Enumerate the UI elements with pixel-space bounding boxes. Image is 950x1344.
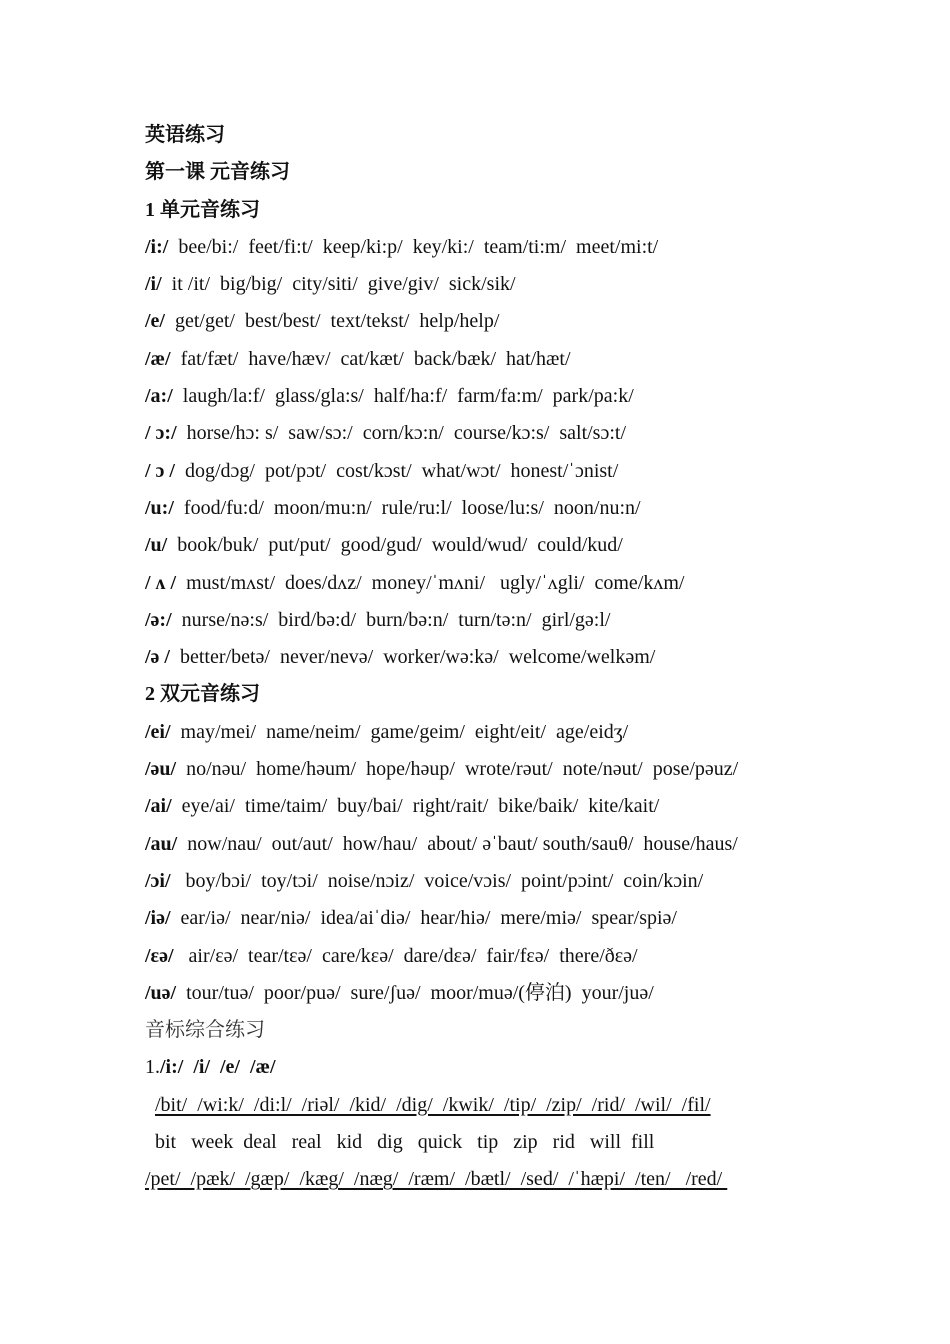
example-words: now/nau/ out/aut/ how/hau/ about/ əˈbaut/ south/sauθ/ house/haus/: [177, 832, 738, 855]
example-words: food/fu:d/ moon/mu:n/ rule/ru:l/ loose/lu:s/ noon/nu:n/: [173, 496, 641, 519]
phonetic-transcriptions: /pet/ /pæk/ /gæp/ /kæg/ /næg/ /ræm/ /bætl/ /sed/ /ˈhæpi/ /ten/ /red/: [145, 1168, 728, 1191]
example-words: ear/iə/ near/niə/ idea/aiˈdiə/ hear/hiə/ mere/miə/ spear/spiə/: [170, 907, 677, 930]
phonetic-symbol: /ə /: [145, 646, 170, 669]
example-words: may/mei/ name/neim/ game/geim/ eight/eit/ age/eidʒ/: [170, 720, 629, 743]
vowel-row: [145, 751, 845, 788]
section-heading-diphthongs: 2 双元音练习: [145, 683, 260, 706]
phonetic-symbol: / ʌ /: [145, 571, 177, 594]
vowel-row: [145, 453, 845, 490]
lesson-heading: 第一课 元音练习: [145, 161, 290, 184]
example-words: book/buk/ put/put/ good/gud/ would/wud/ could/kud/: [167, 534, 623, 557]
vowel-row: [145, 229, 845, 266]
vowel-row: [145, 378, 845, 415]
phonetic-symbol: /e/: [145, 310, 165, 333]
vowel-row: [145, 863, 845, 900]
vowel-row: [145, 639, 845, 676]
example-words: better/betə/ never/nevə/ worker/wə:kə/ welcome/welkəm/: [170, 646, 656, 669]
practice-symbols: /i:/ /i/ /e/ /æ/: [160, 1056, 276, 1079]
phonetic-symbol: /uə/: [145, 981, 177, 1004]
phonetic-symbol: /i/: [145, 273, 162, 296]
example-words: horse/hɔ: s/ saw/sɔ:/ corn/kɔ:n/ course/kɔ:s/ salt/sɔ:t/: [176, 422, 627, 445]
example-words: it /it/ big/big/ city/siti/ give/giv/ sick/sik/: [161, 273, 516, 296]
phonetic-symbol: /ei/: [145, 720, 171, 743]
example-words: get/get/ best/best/ text/tekst/ help/help/: [165, 310, 500, 333]
vowel-row: [145, 975, 845, 1012]
vowel-row: [145, 565, 845, 602]
vowel-row: [145, 415, 845, 452]
example-words: nurse/nə:s/ bird/bə:d/ burn/bə:n/ turn/tə:n/ girl/gə:l/: [171, 608, 611, 631]
phonetic-symbol: /εə/: [145, 944, 174, 967]
phonetic-symbol: /ə:/: [145, 608, 172, 631]
vowel-row: [145, 938, 845, 975]
example-words: no/nəu/ home/həum/ hope/həup/ wrote/rəut/ note/nəut/ pose/pəuz/: [176, 758, 739, 781]
vowel-row: [145, 341, 845, 378]
vowel-row: [145, 303, 845, 340]
phonetic-symbol: /i:/: [145, 235, 169, 258]
phonetic-symbol: /au/: [145, 832, 178, 855]
phonetic-symbol: /iə/: [145, 907, 171, 930]
phonetic-symbol: /ɔi/: [145, 869, 171, 892]
example-words: laugh/la:f/ glass/gla:s/ half/ha:f/ farm/fa:m/ park/pa:k/: [172, 385, 634, 408]
vowel-row: [145, 826, 845, 863]
practice-number: 1.: [145, 1056, 160, 1079]
phonetic-line: [145, 1161, 845, 1198]
practice-header: [145, 1049, 845, 1086]
vowel-row: [145, 490, 845, 527]
document-title: 英语练习: [145, 124, 225, 146]
phonetic-symbol: / ɔ /: [145, 459, 175, 482]
phonetic-symbol: / ɔ:/: [145, 422, 177, 445]
phonetic-symbol: /u/: [145, 534, 168, 557]
example-words: fat/fæt/ have/hæv/ cat/kæt/ back/bæk/ hat/hæt/: [170, 347, 571, 370]
section-heading-practice: 音标综合练习: [145, 1019, 265, 1042]
vowel-row: [145, 602, 845, 639]
phonetic-line: [145, 1087, 845, 1124]
example-words: eye/ai/ time/taim/ buy/bai/ right/rait/ bike/baik/ kite/kait/: [171, 795, 660, 818]
phonetic-symbol: /u:/: [145, 496, 174, 519]
phonetic-symbol: /əu/: [145, 758, 177, 781]
example-words: tour/tuə/ poor/puə/ sure/ʃuə/ moor/muə/(停泊) your/juə/: [176, 981, 654, 1004]
phonetic-symbol: /æ/: [145, 347, 171, 370]
vowel-row: [145, 788, 845, 825]
example-words: dog/dɔg/ pot/pɔt/ cost/kɔst/ what/wɔt/ honest/ˈɔnist/: [175, 459, 619, 482]
example-words: air/εə/ tear/tεə/ care/kεə/ dare/dεə/ fair/fεə/ there/ðεə/: [173, 944, 638, 967]
example-words: boy/bɔi/ toy/tɔi/ noise/nɔiz/ voice/vɔis/ point/pɔint/ coin/kɔin/: [170, 869, 704, 892]
vowel-row: [145, 900, 845, 937]
phonetic-symbol: /a:/: [145, 385, 173, 408]
vowel-row: [145, 527, 845, 564]
section-heading-monophthongs: 1 单元音练习: [145, 198, 260, 221]
word-line: bit week deal real kid dig quick tip zip rid will fill: [155, 1131, 655, 1154]
phonetic-symbol: /ai/: [145, 795, 172, 818]
vowel-row: [145, 714, 845, 751]
vowel-row: [145, 266, 845, 303]
example-words: bee/bi:/ feet/fi:t/ keep/ki:p/ key/ki:/ team/ti:m/ meet/mi:t/: [168, 235, 659, 258]
example-words: must/mʌst/ does/dʌz/ money/ˈmʌni/ ugly/ˈʌgli/ come/kʌm/: [176, 571, 685, 594]
document-body: [145, 117, 845, 1199]
phonetic-transcriptions: /bit/ /wi:k/ /di:l/ /riəl/ /kid/ /dig/ /kwik/ /tip/ /zip/ /rid/ /wil/ /fil/: [155, 1093, 711, 1116]
